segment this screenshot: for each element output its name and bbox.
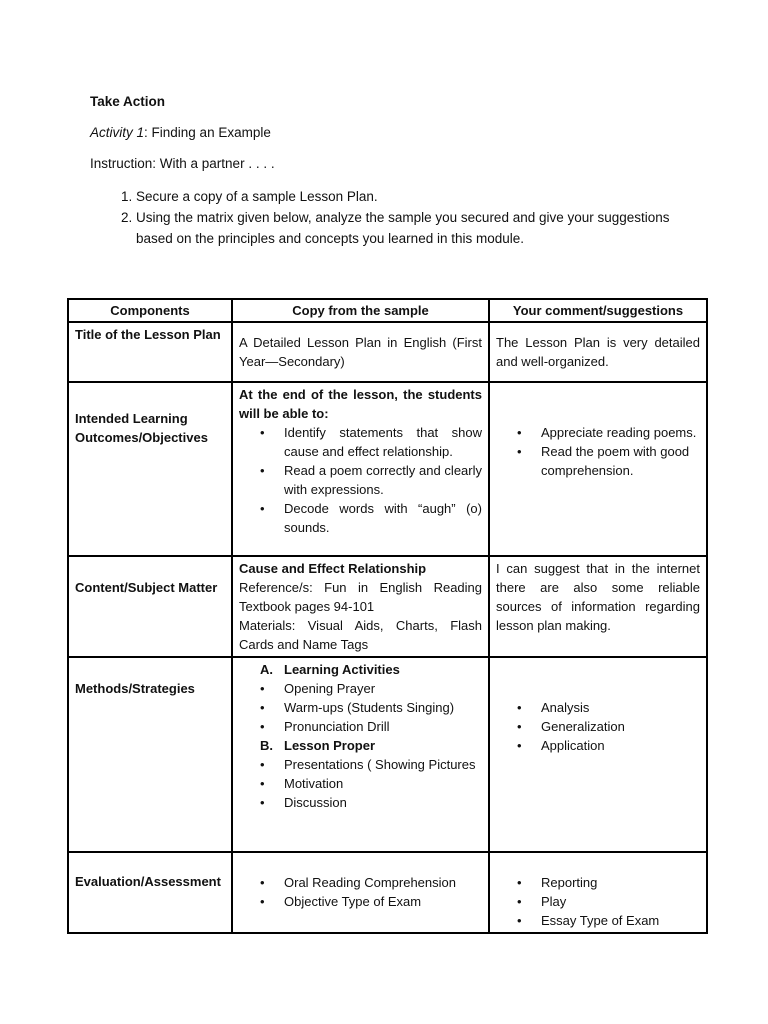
row-outcomes	[68, 382, 707, 556]
list-item: • Analysis	[541, 698, 700, 717]
comment-cell	[489, 657, 707, 852]
comment-list	[496, 873, 700, 930]
list-item: • Presentations ( Showing Pictures	[284, 755, 482, 774]
list-item: • Decode words with “augh” (o) sounds.	[284, 499, 482, 537]
row-evaluation	[68, 852, 707, 933]
activity-label: Activity 1	[90, 125, 145, 140]
sample-intro: At the end of the lesson, the students will be able to:	[239, 387, 482, 421]
header-components: Components	[68, 299, 232, 322]
activities-list	[239, 679, 482, 736]
list-item: • Appreciate reading poems.	[541, 423, 700, 442]
methods-list	[239, 736, 482, 755]
component-cell: Evaluation/Assessment	[68, 852, 232, 933]
activity-title: Finding an Example	[147, 125, 271, 140]
comment-cell	[489, 382, 707, 556]
section-label: B. Lesson Proper	[260, 738, 376, 753]
row-methods	[68, 657, 707, 852]
lesson-proper-list	[239, 755, 482, 812]
content-title: Cause and Effect Relationship	[239, 561, 427, 576]
comment-cell	[489, 852, 707, 933]
instruction-steps	[90, 186, 696, 249]
content-reference: Reference/s: Fun in English Reading Textbook pages 94-101	[239, 580, 482, 614]
sample-cell	[232, 657, 489, 852]
activity-separator: :	[144, 125, 148, 140]
comment-cell: The Lesson Plan is very detailed and well-organized.	[489, 322, 707, 382]
component-cell: Intended Learning Outcomes/Objectives	[68, 382, 232, 556]
row-content	[68, 556, 707, 657]
list-item: • Discussion	[284, 793, 482, 812]
activity-line	[90, 125, 271, 140]
lesson-plan-matrix	[67, 298, 708, 934]
step-item: 1. Secure a copy of a sample Lesson Plan.	[136, 186, 696, 207]
section-heading: Take Action	[90, 94, 166, 109]
comment-cell: I can suggest that in the internet there are also some reliable sources of information regarding lesson plan making.	[489, 556, 707, 657]
row-title	[68, 322, 707, 382]
header-row	[68, 299, 707, 322]
list-item: • Generalization	[541, 717, 700, 736]
section-key: B.	[260, 738, 273, 753]
content-materials: Materials: Visual Aids, Charts, Flash Cards and Name Tags	[239, 618, 482, 652]
list-item: • Objective Type of Exam	[284, 892, 482, 911]
list-item: • Oral Reading Comprehension	[284, 873, 482, 892]
list-item: • Motivation	[284, 774, 482, 793]
list-item: • Identify statements that show cause and effect relationship.	[284, 423, 482, 461]
sample-cell	[232, 382, 489, 556]
component-cell: Methods/Strategies	[68, 657, 232, 852]
list-item: • Essay Type of Exam	[541, 911, 700, 930]
methods-list	[239, 660, 482, 679]
sample-list	[239, 423, 482, 537]
list-item: • Pronunciation Drill	[284, 717, 482, 736]
sample-cell: A Detailed Lesson Plan in English (First Year—Secondary)	[232, 322, 489, 382]
list-item: • Reporting	[541, 873, 700, 892]
list-item: • Application	[541, 736, 700, 755]
comment-list	[496, 698, 700, 755]
comment-list	[496, 423, 700, 480]
header-sample: Copy from the sample	[232, 299, 489, 322]
list-item: • Opening Prayer	[284, 679, 482, 698]
list-item: • Play	[541, 892, 700, 911]
step-item: 2. Using the matrix given below, analyze the sample you secured and give your suggestions based on the principles and concepts you learned in this module.	[136, 207, 696, 249]
component-cell: Title of the Lesson Plan	[68, 322, 232, 382]
list-item: • Warm-ups (Students Singing)	[284, 698, 482, 717]
header-comments: Your comment/suggestions	[489, 299, 707, 322]
list-item: • Read the poem with good comprehension.	[541, 442, 700, 480]
component-cell: Content/Subject Matter	[68, 556, 232, 657]
instruction-line: Instruction: With a partner . . . .	[90, 156, 275, 171]
section-label: A. Learning Activities	[260, 662, 400, 677]
sample-list	[239, 873, 482, 911]
sample-cell	[232, 852, 489, 933]
sample-cell	[232, 556, 489, 657]
section-key: A.	[260, 662, 273, 677]
list-item: • Read a poem correctly and clearly with expressions.	[284, 461, 482, 499]
